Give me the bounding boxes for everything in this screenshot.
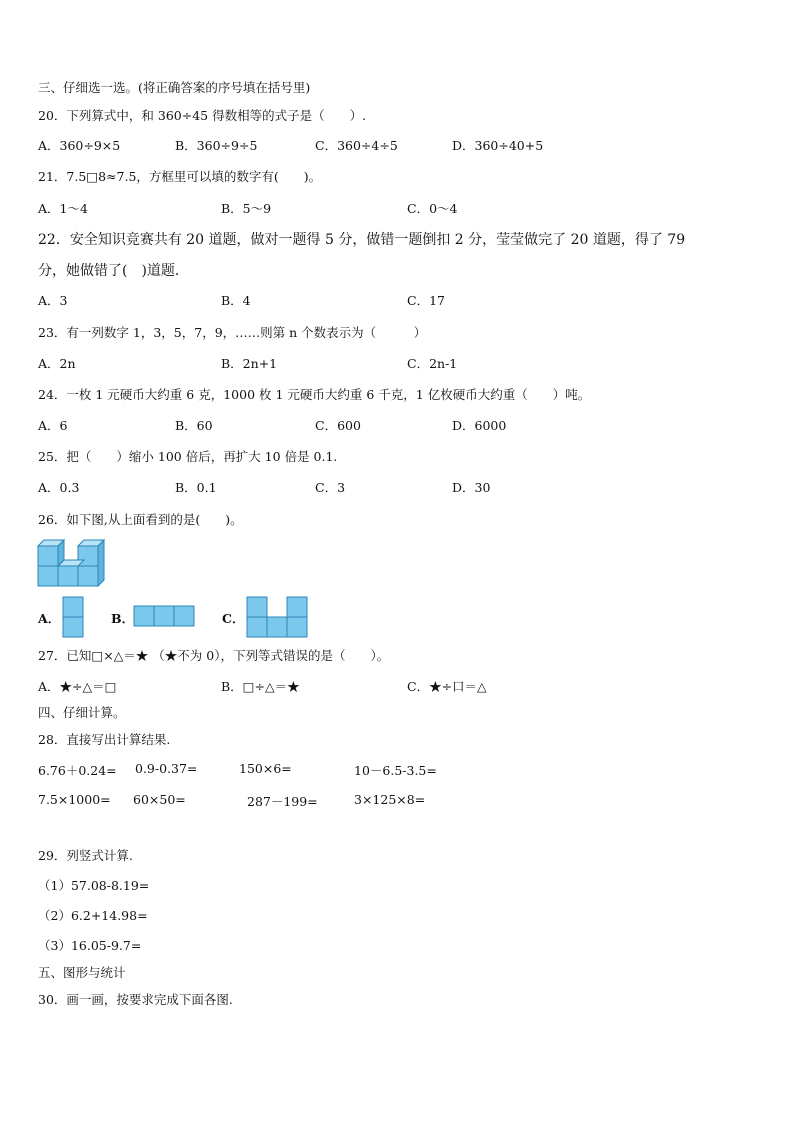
q28-r2-c2: 60×50= (133, 792, 186, 807)
q28-r2-c1: 7.5×1000= (38, 792, 111, 807)
q28-r1-c2: 0.9-0.37= (135, 761, 198, 776)
q20-stem: 20．下列算式中，和 360÷45 得数相等的式子是（ ）. (38, 108, 367, 123)
q20-option-c[interactable]: C．360÷4÷5 (315, 138, 398, 153)
q30-stem: 30．画一画，按要求完成下面各图. (38, 992, 233, 1007)
q22-option-a[interactable]: A．3 (38, 293, 68, 308)
q25-option-a[interactable]: A．0.3 (38, 480, 80, 495)
q29-stem: 29．列竖式计算. (38, 848, 133, 863)
q25-option-b[interactable]: B．0.1 (175, 480, 217, 495)
q21-option-c[interactable]: C．0～4 (407, 201, 458, 216)
q20-option-b[interactable]: B．360÷9÷5 (175, 138, 258, 153)
q23-stem: 23．有一列数字 1，3，5，7，9，……则第 n 个数表示为（ ） (38, 325, 427, 340)
q22-option-b[interactable]: B．4 (221, 293, 251, 308)
q21-stem: 21．7.5□8≈7.5，方框里可以填的数字有( )。 (38, 169, 322, 184)
q26-label-c[interactable]: C． (222, 611, 245, 626)
q29-item-3: （3）16.05-9.7= (38, 938, 142, 953)
q21-options (38, 199, 758, 217)
q28-stem: 28．直接写出计算结果. (38, 732, 171, 747)
q23-options (38, 354, 758, 372)
q27-options (38, 677, 758, 695)
q26-figure-b[interactable] (133, 605, 195, 627)
q27-stem: 27．已知□×△＝★ （★不为 0），下列等式错误的是（ ）。 (38, 648, 390, 663)
q21-option-b[interactable]: B．5～9 (221, 201, 272, 216)
section-3-title: 三、仔细选一选。(将正确答案的序号填在括号里) (38, 80, 311, 95)
q25-stem: 25．把（ ）缩小 100 倍后，再扩大 10 倍是 0.1. (38, 449, 338, 464)
q23-option-b[interactable]: B．2n+1 (221, 356, 278, 371)
q28-r2-c3: 287－199= (247, 794, 318, 809)
section-5-title: 五、图形与统计 (38, 965, 126, 980)
q25-option-d[interactable]: D．30 (452, 480, 491, 495)
q26-figure-a[interactable] (62, 596, 84, 638)
q27-option-c[interactable]: C．★÷口＝△ (407, 679, 487, 694)
q24-option-a[interactable]: A．6 (38, 418, 68, 433)
q23-option-a[interactable]: A．2n (38, 356, 76, 371)
section-4-title: 四、仔细计算。 (38, 705, 126, 720)
q28-r1-c3: 150×6= (239, 761, 292, 776)
q26-stem: 26．如下图,从上面看到的是( )。 (38, 512, 243, 527)
q26-label-b[interactable]: B． (111, 611, 135, 626)
q27-option-b[interactable]: B．□÷△＝★ (221, 679, 300, 694)
q25-option-c[interactable]: C．3 (315, 480, 346, 495)
q26-figure-c[interactable] (246, 596, 308, 638)
q22-option-c[interactable]: C．17 (407, 293, 445, 308)
q21-option-a[interactable]: A．1～4 (38, 201, 88, 216)
q22-stem-line1: 22．安全知识竞赛共有 20 道题，做对一题得 5 分，做错一题倒扣 2 分，莹莹做完了 20 道题，得了 79 (38, 232, 686, 248)
q24-stem: 24．一枚 1 元硬币大约重 6 克，1000 枚 1 元硬币大约重 6 千克，1 亿枚硬币大约重（ ）吨。 (38, 387, 591, 402)
q28-r1-c4: 10－6.5-3.5= (354, 763, 437, 778)
q29-item-1: （1）57.08-8.19= (38, 878, 150, 893)
q20-option-a[interactable]: A．360÷9×5 (38, 138, 121, 153)
q23-option-c[interactable]: C．2n-1 (407, 356, 458, 371)
q24-option-b[interactable]: B．60 (175, 418, 213, 433)
q20-option-d[interactable]: D．360÷40+5 (452, 138, 544, 153)
q26-label-a[interactable]: A． (38, 611, 61, 626)
q29-item-2: （2）6.2+14.98= (38, 908, 148, 923)
q28-r2-c4: 3×125×8= (354, 792, 426, 807)
q25-options (38, 478, 758, 496)
q24-option-c[interactable]: C．600 (315, 418, 361, 433)
q24-option-d[interactable]: D．6000 (452, 418, 507, 433)
q22-stem-line2: 分，她做错了( )道题. (38, 263, 180, 279)
q20-options (38, 136, 758, 154)
q24-options (38, 416, 758, 434)
q22-options (38, 291, 758, 309)
q28-r1-c1: 6.76＋0.24= (38, 763, 117, 778)
q27-option-a[interactable]: A．★÷△＝□ (38, 679, 117, 694)
cube-solid-figure (36, 538, 108, 590)
